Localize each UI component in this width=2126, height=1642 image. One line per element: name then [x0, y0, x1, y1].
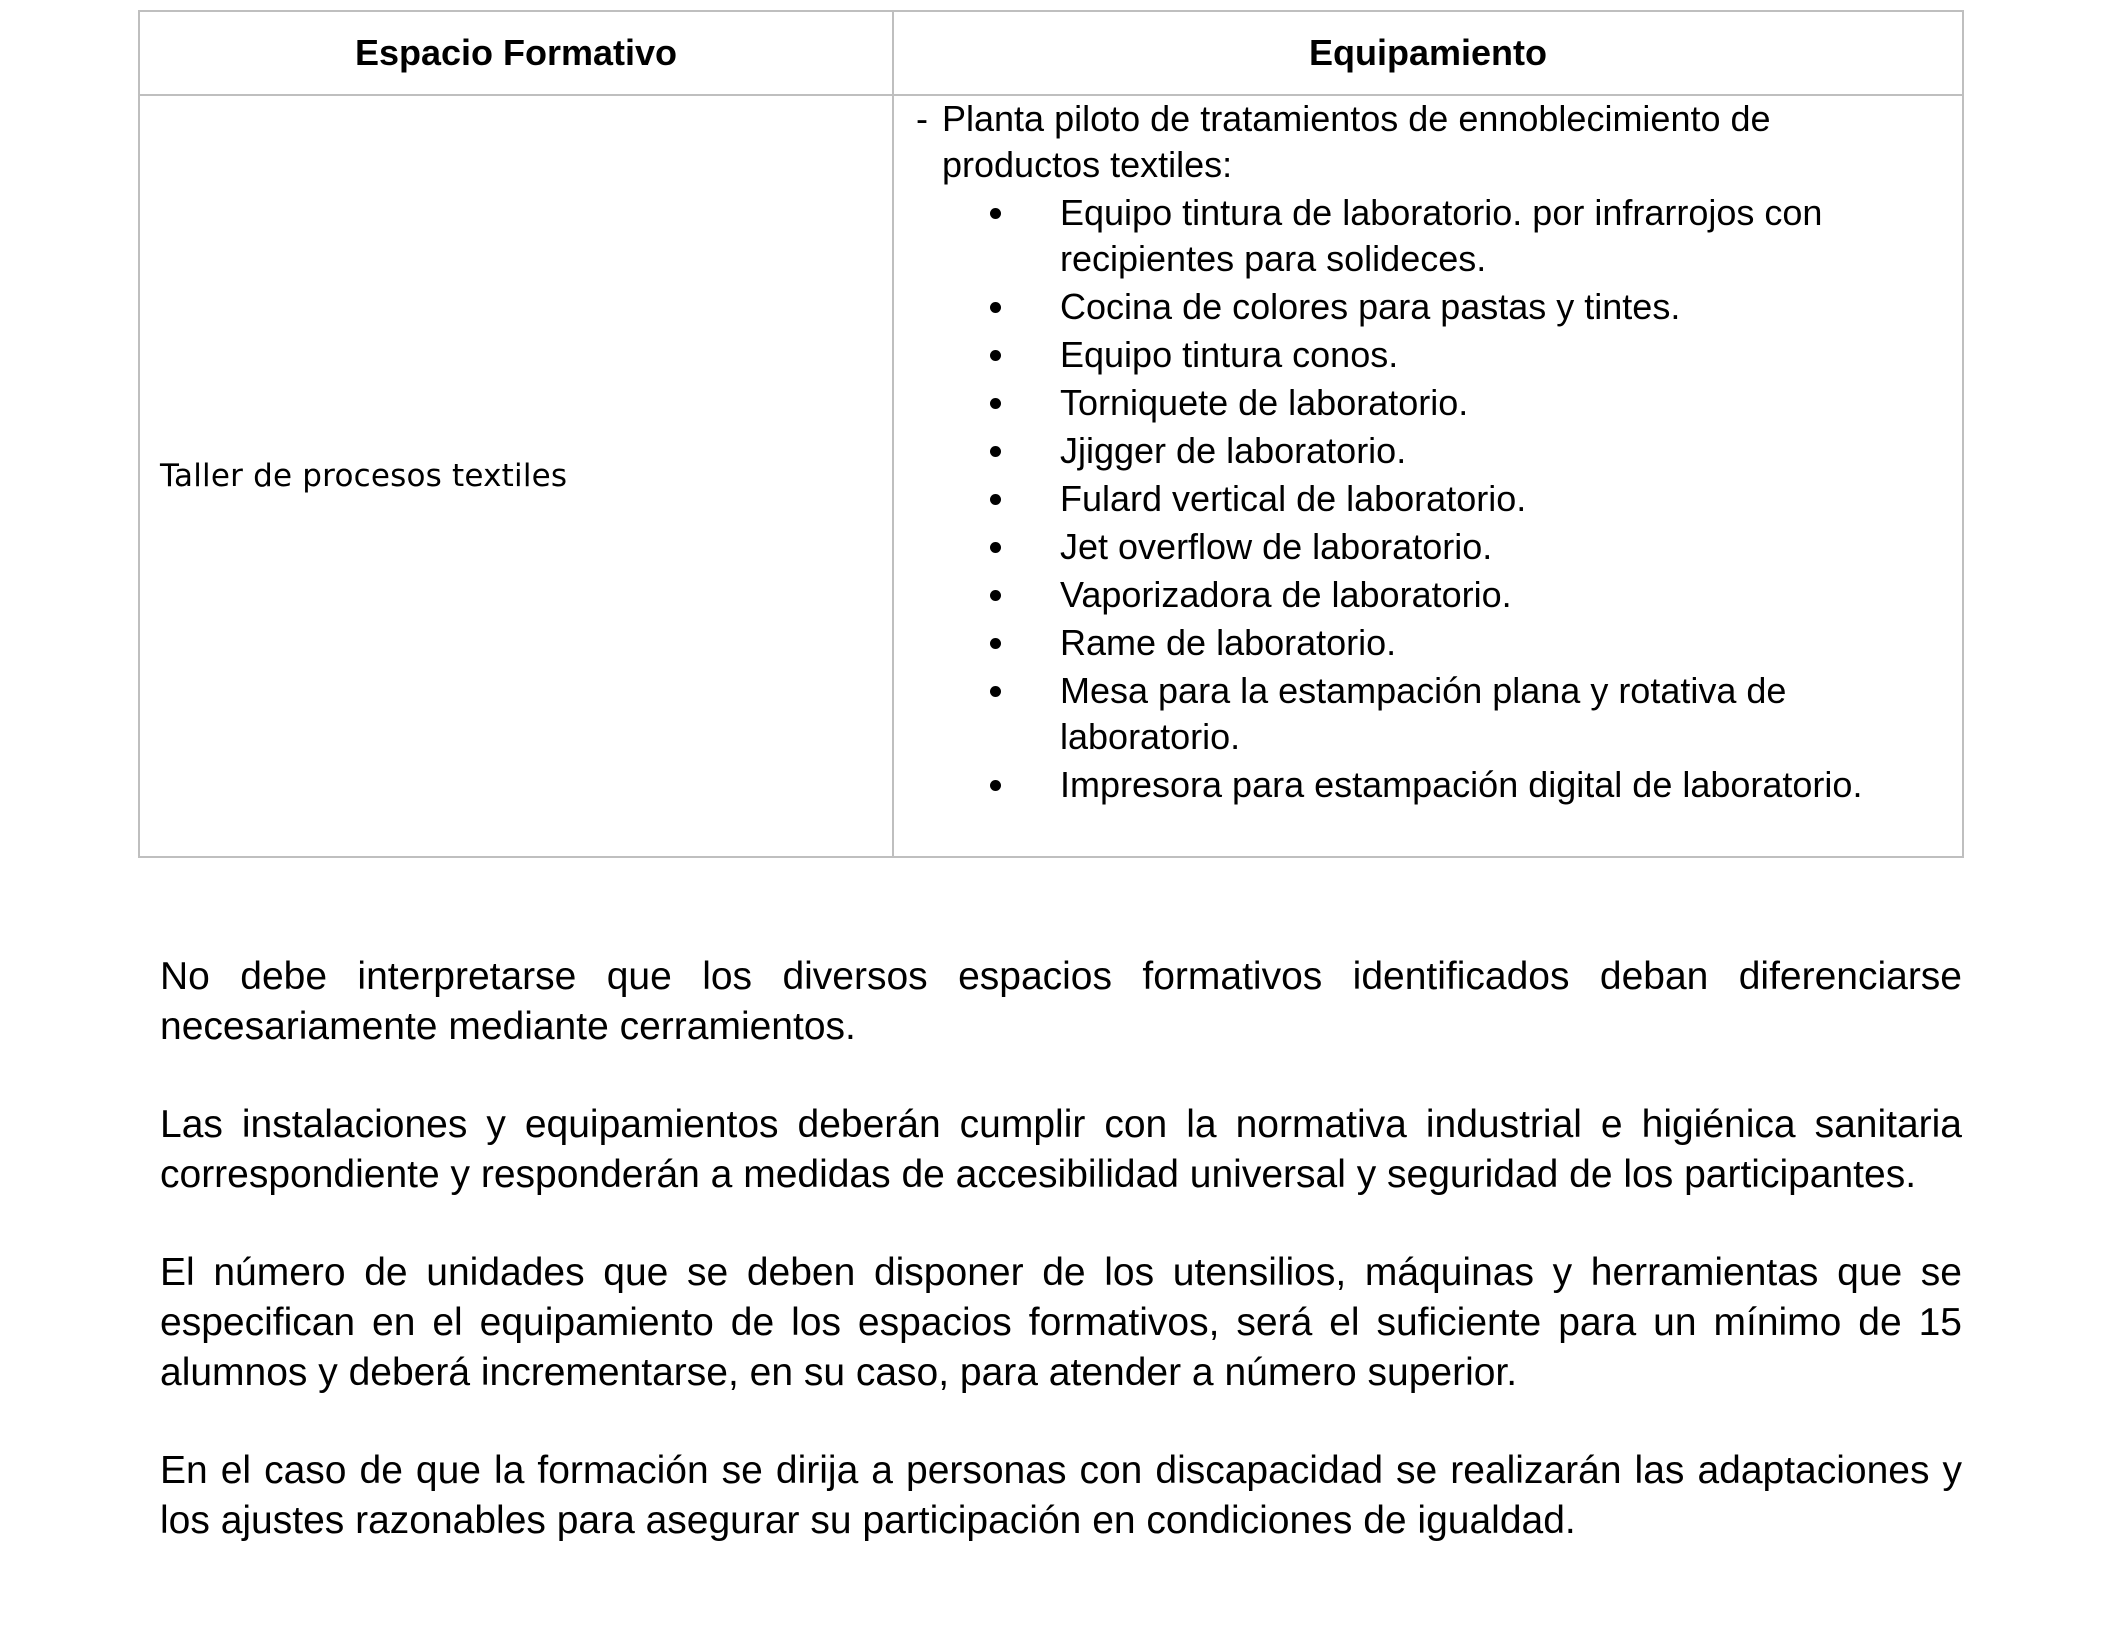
body-text — [160, 952, 1962, 1594]
list-item — [894, 380, 1962, 426]
list-item-text: Jjigger de laboratorio. — [1060, 430, 1407, 471]
list-item — [894, 524, 1962, 570]
equipment-cell — [893, 95, 1963, 857]
paragraph-cerramientos: No debe interpretarse que los diversos espacios formativos identificados deban diferenciarse necesariamente mediante cerramientos. — [160, 955, 1962, 1048]
list-item-text: Vaporizadora de laboratorio. — [1060, 574, 1512, 615]
bullet-icon — [990, 350, 1001, 361]
equipment-intro — [894, 96, 1962, 188]
list-item — [894, 572, 1962, 618]
header-equipamiento: Equipamiento — [893, 11, 1963, 95]
bullet-icon — [990, 542, 1001, 553]
bullet-icon — [990, 208, 1001, 219]
equipment-intro-text: Planta piloto de tratamientos de ennoblecimiento de productos textiles: — [942, 98, 1771, 185]
table-row — [139, 95, 1963, 857]
list-item — [894, 428, 1962, 474]
list-item-text: Rame de laboratorio. — [1060, 622, 1397, 663]
table-header-row — [139, 11, 1963, 95]
paragraph-unidades: El número de unidades que se deben disponer de los utensilios, máquinas y herramientas que se especifican en el equipamiento de los espacios formativos, será el suficiente para un mínimo de 15 alumnos y deberá incrementarse, en su caso, para atender a número superior. — [160, 1251, 1962, 1394]
list-item — [894, 762, 1962, 808]
bullet-icon — [990, 398, 1001, 409]
list-item-text: Torniquete de laboratorio. — [1060, 382, 1469, 423]
header-espacio-formativo: Espacio Formativo — [139, 11, 893, 95]
list-item — [894, 476, 1962, 522]
paragraph-instalaciones: Las instalaciones y equipamientos deberán cumplir con la normativa industrial e higiénica sanitaria correspondiente y responderán a medidas de accesibilidad universal y seguridad de los participantes. — [160, 1103, 1962, 1196]
bullet-icon — [990, 446, 1001, 457]
equipment-list — [894, 190, 1962, 810]
bullet-icon — [990, 494, 1001, 505]
paragraph-discapacidad: En el caso de que la formación se dirija a personas con discapacidad se realizarán las adaptaciones y los ajustes razonables para asegurar su participación en condiciones de igualdad. — [160, 1449, 1962, 1542]
dash-marker: - — [916, 98, 928, 139]
space-cell: Taller de procesos textiles — [139, 95, 893, 857]
list-item-text: Fulard vertical de laboratorio. — [1060, 478, 1527, 519]
list-item-text: Impresora para estampación digital de laboratorio. — [1060, 764, 1863, 805]
bullet-icon — [990, 780, 1001, 791]
list-item — [894, 620, 1962, 666]
list-item — [894, 668, 1962, 760]
bullet-icon — [990, 686, 1001, 697]
list-item-text: Jet overflow de laboratorio. — [1060, 526, 1493, 567]
bullet-icon — [990, 590, 1001, 601]
list-item — [894, 284, 1962, 330]
list-item — [894, 332, 1962, 378]
list-item — [894, 190, 1962, 282]
list-item-text: Mesa para la estampación plana y rotativa de laboratorio. — [1060, 670, 1787, 757]
equipment-table — [138, 10, 1964, 858]
bullet-icon — [990, 302, 1001, 313]
list-item-text: Cocina de colores para pastas y tintes. — [1060, 286, 1681, 327]
list-item-text: Equipo tintura conos. — [1060, 334, 1399, 375]
bullet-icon — [990, 638, 1001, 649]
list-item-text: Equipo tintura de laboratorio. por infrarrojos con recipientes para solideces. — [1060, 192, 1823, 279]
